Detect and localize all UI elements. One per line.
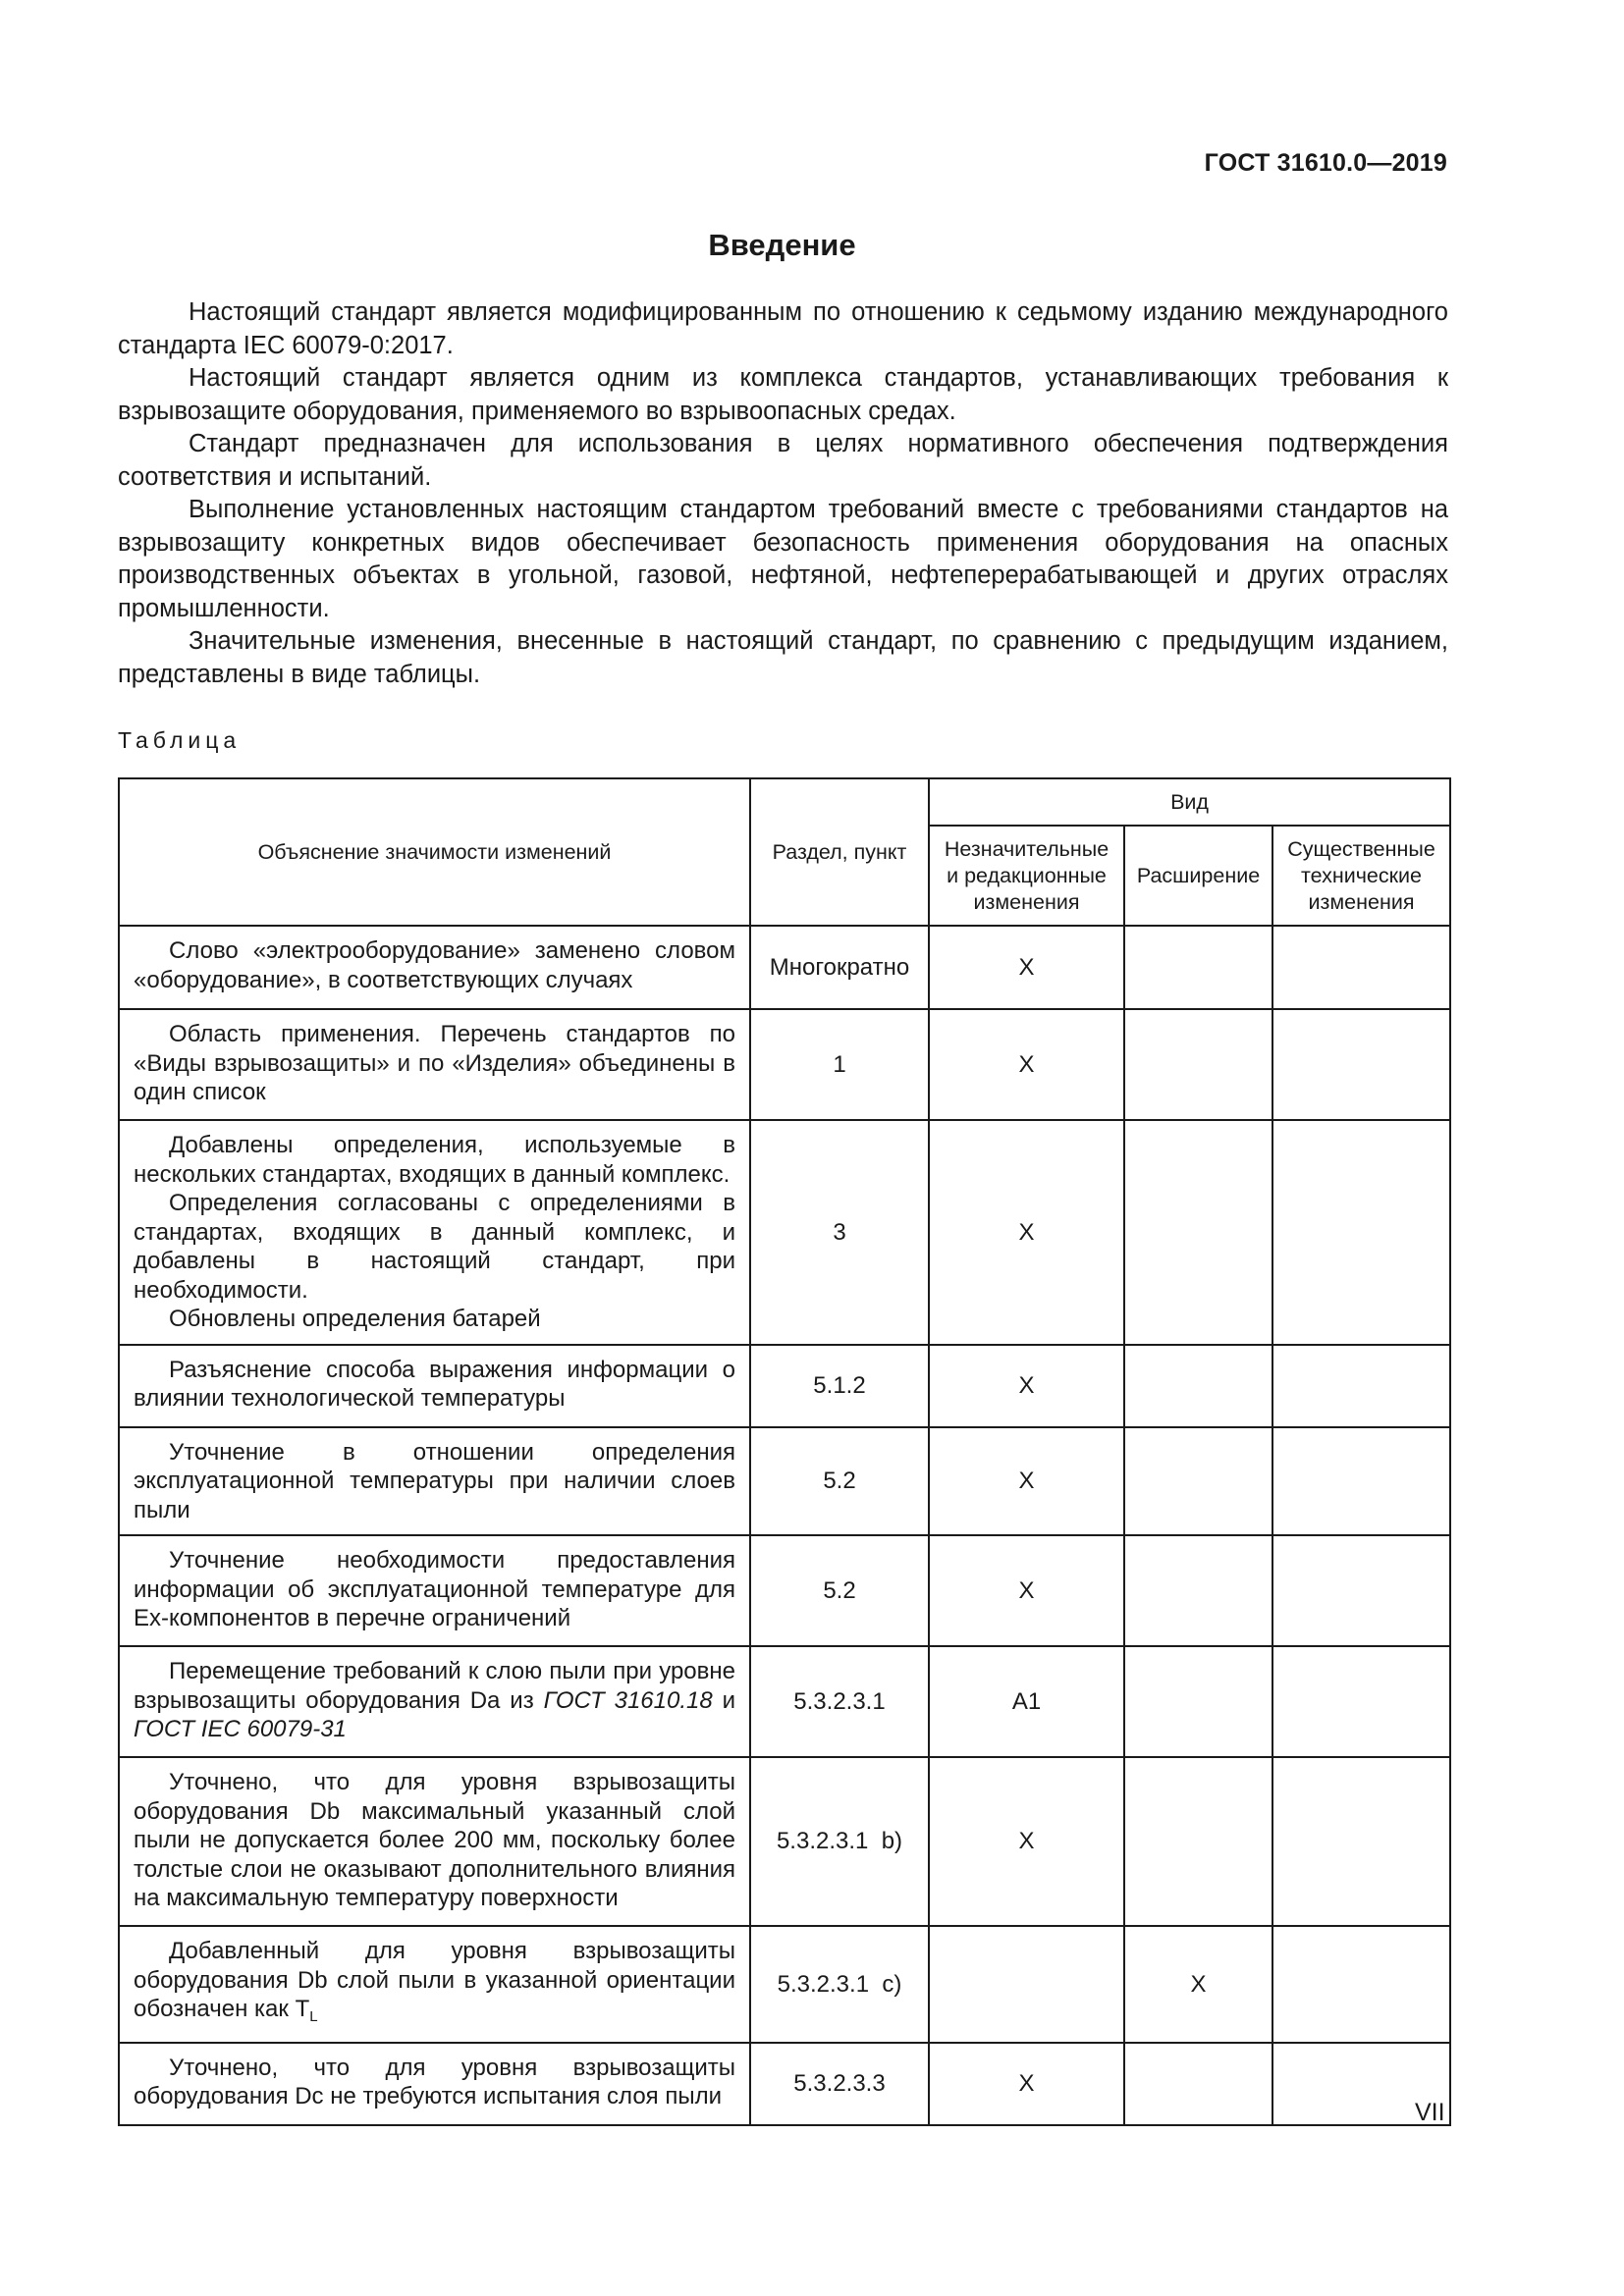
table-row (119, 1646, 1450, 1757)
intro-paragraph: Значительные изменения, внесенные в настоящий стандарт, по сравнению с предыдущим изданием, представлены в виде таблицы. (118, 627, 1448, 688)
table-row (119, 1427, 1450, 1536)
table-row (119, 2043, 1450, 2125)
row-extension (1124, 1757, 1272, 1926)
row-major (1272, 1926, 1450, 2043)
page-number: VII (1415, 2099, 1445, 2126)
row-minor: X (929, 1535, 1124, 1646)
row-description: Разъяснение способа выражения информации о влиянии технологической температуры (119, 1345, 750, 1427)
table-row (119, 1535, 1450, 1646)
row-major (1272, 1345, 1450, 1427)
row-extension (1124, 2043, 1272, 2125)
document-id: ГОСТ 31610.0—2019 (1204, 149, 1447, 177)
row-major (1272, 1427, 1450, 1536)
header-extension: Расширение (1124, 826, 1272, 926)
row-section: 5.3.2.3.1 (750, 1646, 929, 1757)
row-section: 3 (750, 1120, 929, 1345)
row-description: Добавленный для уровня взрывозащиты оборудования Db слой пыли в указанной ориентации обозначен как $T_L$ (119, 1926, 750, 2043)
row-extension (1124, 926, 1272, 1009)
header-minor: Незначительные и редакционные изменения (929, 826, 1124, 926)
table-row (119, 926, 1450, 1009)
row-minor: X (929, 1120, 1124, 1345)
row-section: 5.2 (750, 1535, 929, 1646)
row-extension (1124, 1646, 1272, 1757)
intro-paragraph: Настоящий стандарт является одним из комплекса стандартов, устанавливающих требования к взрывозащите оборудования, применяемого во взрывоопасных средах. (118, 364, 1448, 425)
row-section: 5.3.2.3.3 (750, 2043, 929, 2125)
row-description: Уточнение необходимости предоставления информации об эксплуатационной температуре для Ex-компонентов в перечне ограничений (119, 1535, 750, 1646)
row-minor: X (929, 2043, 1124, 2125)
row-section: 5.3.2.3.1 c) (750, 1926, 929, 2043)
row-section: 5.1.2 (750, 1345, 929, 1427)
table-row (119, 1926, 1450, 2043)
intro-text (118, 296, 1448, 691)
row-major (1272, 1757, 1450, 1926)
row-description: Уточнено, что для уровня взрывозащиты оборудования Dc не требуются испытания слоя пыли (119, 2043, 750, 2125)
row-extension (1124, 1345, 1272, 1427)
header-major: Существенные технические изменения (1272, 826, 1450, 926)
header-kind: Вид (929, 778, 1450, 826)
row-extension (1124, 1535, 1272, 1646)
row-major (1272, 1535, 1450, 1646)
row-description: Добавлены определения, используемые в нескольких стандартах, входящих в данный комплекс. Определения согласованы с определениями в стандартах, входящих в данный комплекс, и добавлены в настоящий стандарт, при необходимости. Обновлены определения батарей (119, 1120, 750, 1345)
table-row (119, 1345, 1450, 1427)
row-extension: X (1124, 1926, 1272, 2043)
row-extension (1124, 1009, 1272, 1120)
row-major (1272, 926, 1450, 1009)
row-extension (1124, 1427, 1272, 1536)
table-row (119, 1009, 1450, 1120)
row-description: Перемещение требований к слою пыли при уровне взрывозащиты оборудования Da из ГОСТ 31610.18 и ГОСТ IEC 60079-31 (119, 1646, 750, 1757)
row-minor: X (929, 926, 1124, 1009)
row-description: Уточнение в отношении определения эксплуатационной температуры при наличии слоев пыли (119, 1427, 750, 1536)
row-minor (929, 1926, 1124, 2043)
intro-paragraph: Стандарт предназначен для использования в целях нормативного обеспечения подтверждения соответствия и испытаний. (118, 430, 1448, 491)
row-minor: X (929, 1427, 1124, 1536)
row-extension (1124, 1120, 1272, 1345)
row-major (1272, 1120, 1450, 1345)
header-explanation: Объяснение значимости изменений (119, 778, 750, 926)
row-minor: X (929, 1345, 1124, 1427)
row-major (1272, 1009, 1450, 1120)
row-major (1272, 1646, 1450, 1757)
changes-table (118, 777, 1451, 2126)
table-row (119, 1757, 1450, 1926)
table-row (119, 1120, 1450, 1345)
intro-paragraph: Настоящий стандарт является модифицированным по отношению к седьмому изданию международного стандарта IEC 60079-0:2017. (118, 298, 1448, 359)
row-minor: X (929, 1009, 1124, 1120)
row-description: Слово «электрооборудование» заменено словом «оборудование», в соответствующих случаях (119, 926, 750, 1009)
row-minor: A1 (929, 1646, 1124, 1757)
header-section: Раздел, пункт (750, 778, 929, 926)
intro-paragraph: Выполнение установленных настоящим стандартом требований вместе с требованиями стандартов на взрывозащиту конкретных видов обеспечивает безопасность применения оборудования на опасных производственных объектах в угольной, газовой, нефтяной, нефтеперерабатывающей и других отраслях промышленности. (118, 496, 1448, 622)
table-caption: Таблица (118, 727, 242, 753)
row-section: 1 (750, 1009, 929, 1120)
section-title: Введение (708, 228, 856, 262)
row-description: Уточнено, что для уровня взрывозащиты оборудования Db максимальный указанный слой пыли не допускается более 200 мм, поскольку более толстые слои не оказывают дополнительного влияния на максимальную температуру поверхности (119, 1757, 750, 1926)
row-section: Многократно (750, 926, 929, 1009)
row-section: 5.2 (750, 1427, 929, 1536)
row-minor: X (929, 1757, 1124, 1926)
row-section: 5.3.2.3.1 b) (750, 1757, 929, 1926)
row-description: Область применения. Перечень стандартов по «Виды взрывозащиты» и по «Изделия» объединены в один список (119, 1009, 750, 1120)
